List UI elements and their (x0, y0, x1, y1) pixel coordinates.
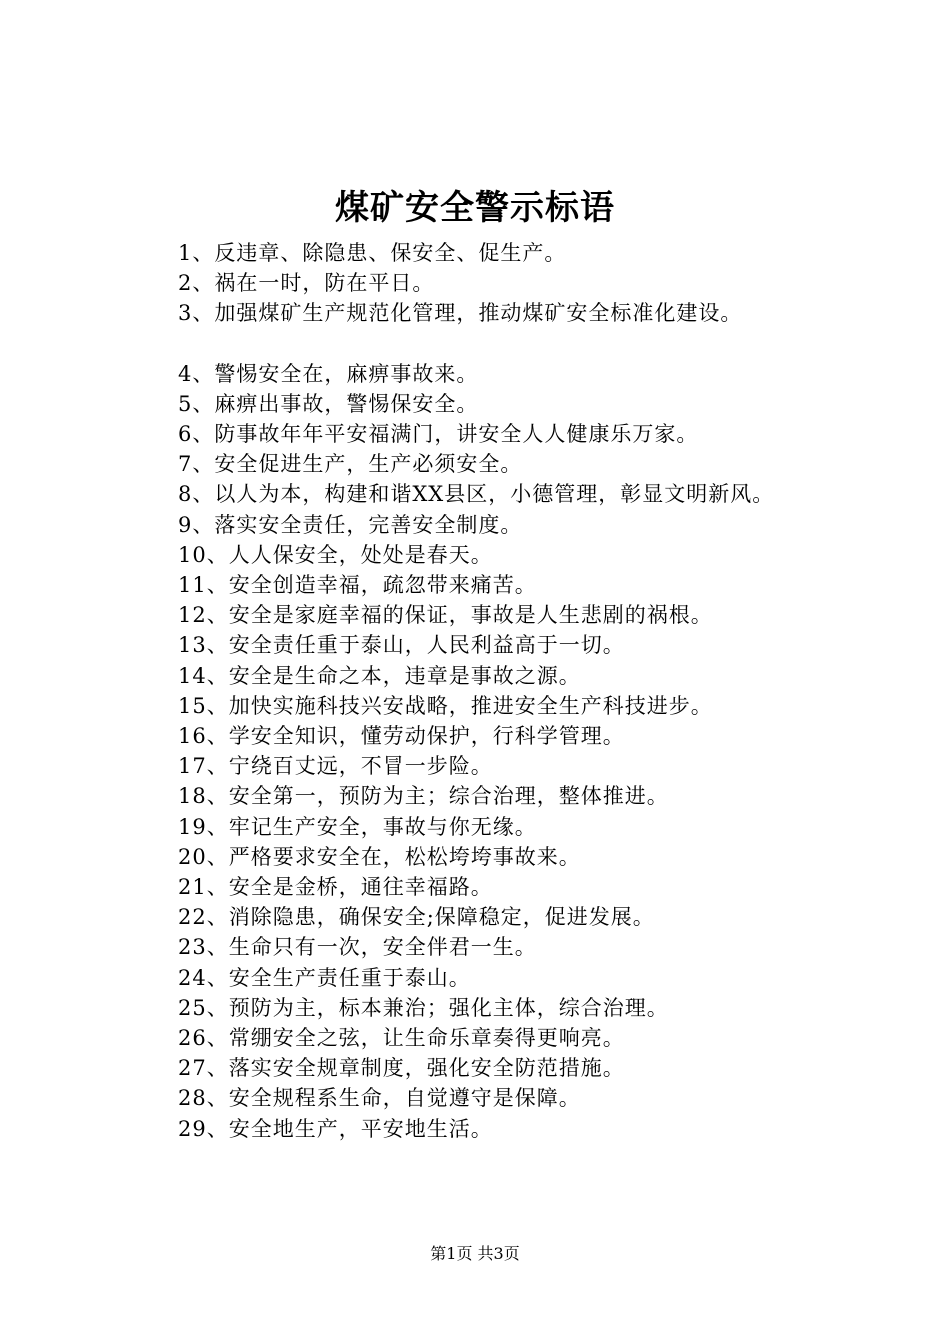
list-item: 10、人人保安全，处处是春天。 (178, 542, 493, 567)
list-item: 23、生命只有一次，安全伴君一生。 (178, 935, 537, 960)
page-title: 煤矿安全警示标语 (335, 188, 615, 228)
list-item: 26、常绷安全之弦，让生命乐章奏得更响亮。 (178, 1026, 625, 1051)
list-item: 21、安全是金桥，通往幸福路。 (178, 875, 493, 900)
list-item: 28、安全规程系生命，自觉遵守是保障。 (178, 1086, 581, 1111)
list-item: 4、警惕安全在，麻痹事故来。 (178, 361, 479, 386)
list-item: 12、安全是家庭幸福的保证，事故是人生悲剧的祸根。 (178, 603, 713, 628)
list-item: 6、防事故年年平安福满门，讲安全人人健康乐万家。 (178, 422, 699, 447)
slogan-list (128, 238, 834, 1144)
page-footer: 第1页 共3页 (430, 1244, 520, 1263)
list-item: 15、加快实施科技兴安战略，推进安全生产科技进步。 (178, 693, 713, 718)
list-item: 1、反违章、除隐患、保安全、促生产。 (178, 241, 567, 265)
list-item: 11、安全创造幸福，疏忽带来痛苦。 (178, 573, 537, 598)
list-item: 20、严格要求安全在，松松垮垮事故来。 (178, 844, 581, 869)
list-item: 2、祸在一时，防在平日。 (178, 271, 435, 296)
list-item: 9、落实安全责任，完善安全制度。 (178, 512, 523, 537)
list-item: 27、落实安全规章制度，强化安全防范措施。 (178, 1056, 625, 1081)
list-item: 29、安全地生产，平安地生活。 (178, 1116, 493, 1141)
list-item: 22、消除隐患，确保安全;保障稳定，促进发展。 (178, 905, 655, 930)
list-item: 5、麻痹出事故，警惕保安全。 (178, 391, 479, 416)
list-item: 17、宁绕百丈远，不冒一步险。 (178, 754, 493, 779)
list-item: 7、安全促进生产，生产必须安全。 (178, 452, 523, 477)
list-item: 24、安全生产责任重于泰山。 (178, 965, 471, 990)
list-item: 13、安全责任重于泰山，人民利益高于一切。 (178, 633, 625, 658)
list-item: 3、加强煤矿生产规范化管理，推动煤矿安全标准化建设。 (178, 301, 743, 326)
list-item: 14、安全是生命之本，违章是事故之源。 (178, 663, 581, 688)
list-item: 25、预防为主，标本兼治；强化主体，综合治理。 (178, 995, 669, 1020)
list-item: 8、以人为本，构建和谐XX县区，小德管理，彰显文明新风。 (178, 482, 775, 507)
list-item: 18、安全第一，预防为主；综合治理，整体推进。 (178, 784, 669, 809)
list-item: 16、学安全知识，懂劳动保护，行科学管理。 (178, 724, 625, 749)
list-item: 19、牢记生产安全，事故与你无缘。 (178, 814, 537, 839)
